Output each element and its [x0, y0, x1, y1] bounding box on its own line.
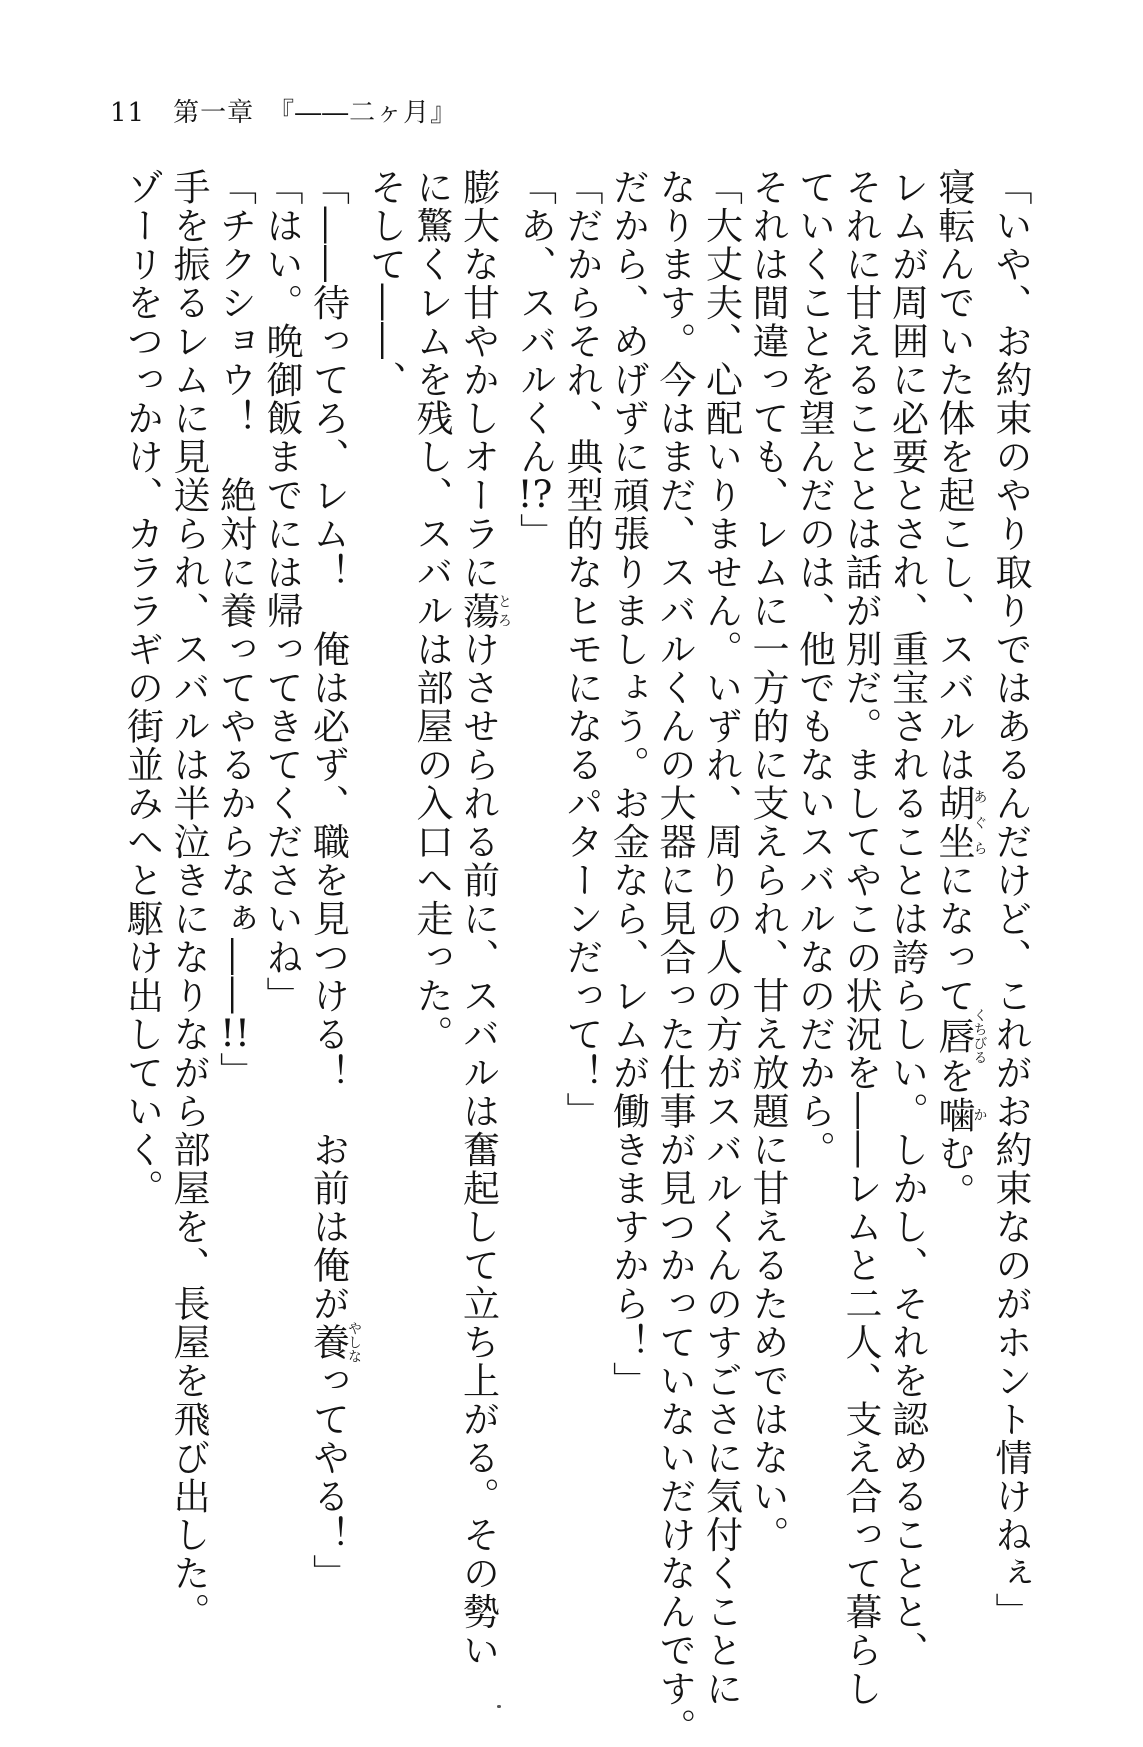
page-number: 11: [110, 98, 146, 128]
vertical-body-text: [118, 168, 1033, 1747]
text-line: に驚くレムを残し、スバルは部屋の入口へ走った。: [410, 168, 453, 1054]
text-line: ていくことを望んだのは、他でもないスバルなのだから。: [792, 168, 836, 1169]
ruby-annotation: 胡坐あぐら: [932, 784, 988, 861]
text-line: 「チクショウ！ 絶対に養ってやるからなぁ――!!」: [213, 168, 257, 1091]
scan-speck: [497, 1705, 501, 1708]
text-line: 「あ、スバルくん!?」: [513, 168, 557, 552]
text-line: 「――待ってろ、レム！ 俺は必ず、職を見つける！ お前は俺が養やしなってやる！」: [306, 168, 362, 1593]
text-line: 膨大な甘やかしオーラに蕩とろけさせられる前に、スバルは奮起して立ち上がる。その勢い: [456, 168, 512, 1670]
ruby-annotation: 噛か: [932, 1095, 988, 1134]
ruby-annotation: 唇くちびる: [932, 1008, 988, 1064]
text-line: それに甘えることとは話が別だ。ましてやこの状況を――レムと二人、支え合って暮らし: [839, 168, 882, 1708]
running-header: [110, 92, 457, 129]
chapter-label: 第一章: [173, 98, 255, 128]
text-line: 「だからそれ、典型的なヒモになるパターンだって！」: [560, 168, 603, 1131]
text-line: レムが周囲に必要とされ、重宝されることは誇らしい。しかし、それを認めることと、: [885, 168, 929, 1670]
text-line: 「大丈夫、心配いりません。いずれ、周りの人の方がスバルくんのすごさに気付くことに: [699, 168, 743, 1708]
text-line: なります。今はまだ、スバルくんの大器に見合った仕事が見つかっていないだけなんです。: [653, 168, 696, 1747]
chapter-title: 『――二ヶ月』: [268, 98, 458, 128]
text-line: だから、めげずに頑張りましょう。お金なら、レムが働きますから！」: [606, 168, 650, 1400]
ruby-annotation: 養やしな: [306, 1321, 362, 1364]
text-line: 手を振るレムに見送られ、スバルは半泣きになりながら部屋を、長屋を飛び出した。: [167, 168, 210, 1631]
text-line: そして――、: [363, 168, 407, 399]
text-line: ゾーリをつっかけ、カララギの街並みへと駆け出していく。: [120, 168, 164, 1208]
text-line: 寝転んでいた体を起こし、スバルは胡坐あぐらになって唇くちびるを噛かむ。: [932, 168, 988, 1211]
text-line: それは間違っても、レムに一方的に支えられ、甘え放題に甘えるためではない。: [746, 168, 789, 1554]
ruby-annotation: 蕩とろ: [456, 591, 512, 630]
text-line: 「はい。晩御飯までには帰ってきてくださいね」: [260, 168, 303, 1015]
text-line: 「いや、お約束のやり取りではあるんだけど、これがお約束なのがホント情けねぇ」: [989, 168, 1032, 1631]
